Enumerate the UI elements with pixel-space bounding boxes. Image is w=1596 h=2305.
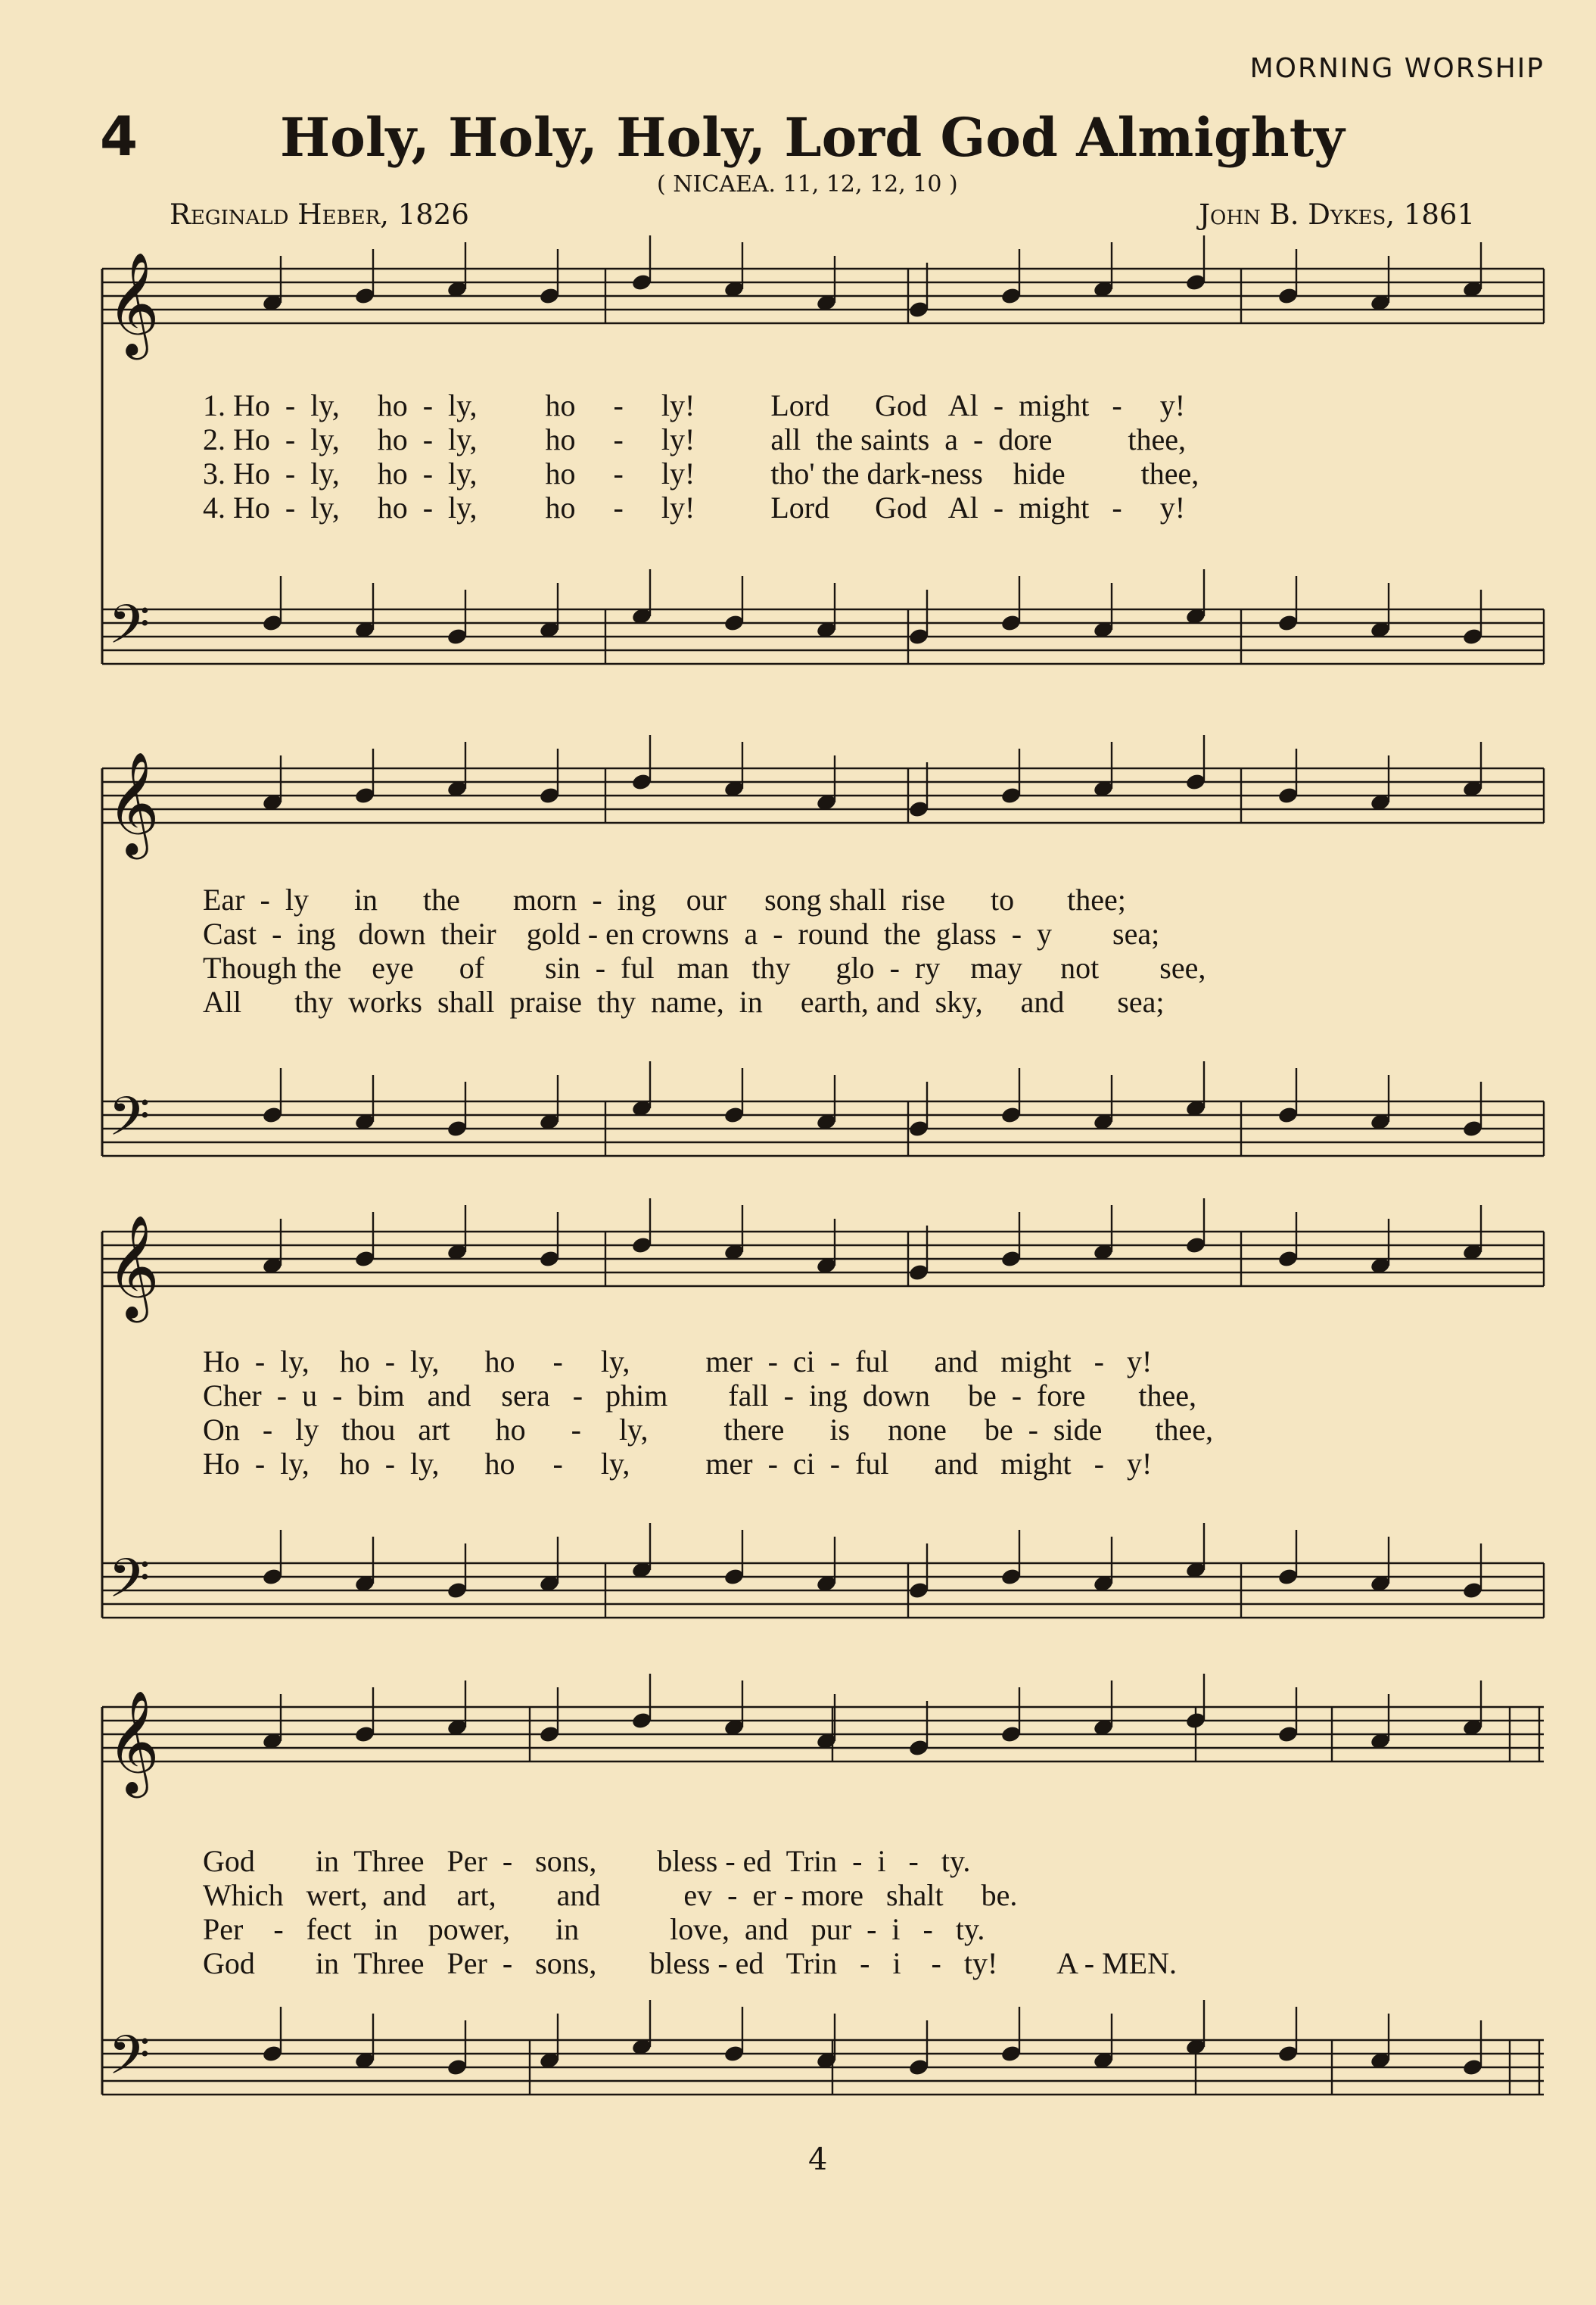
- lyric-line: 2. Ho - ly, ho - ly, ho - ly! all the saints a - dore thee,: [203, 422, 1187, 456]
- composer-credit: John B. Dykes, 1861: [1199, 198, 1475, 231]
- lyric-line: God in Three Per - sons, bless - ed Trin - i - ty! A - MEN.: [203, 1946, 1177, 1980]
- section-header: MORNING WORSHIP: [1249, 53, 1545, 84]
- lyric-line: God in Three Per - sons, bless - ed Trin - i - ty.: [203, 1844, 971, 1878]
- lyric-line: Cast - ing down their gold - en crowns a - round the glass - y sea;: [203, 917, 1160, 951]
- lyric-line: Which wert, and art, and ev - er - more shalt be.: [203, 1878, 1018, 1912]
- hymn-title: Holy, Holy, Holy, Lord God Almighty: [280, 106, 1345, 169]
- lyric-line: Ear - ly in the morn - ing our song shall rise to thee;: [203, 883, 1126, 917]
- treble-clef: 𝄞: [107, 1213, 160, 1318]
- lyricist-credit: Reginald Heber, 1826: [170, 198, 469, 231]
- treble-clef: 𝄞: [107, 1689, 160, 1793]
- lyric-line: All thy works shall praise thy name, in earth, and sky, and sea;: [203, 985, 1165, 1019]
- bass-clef: 𝄢: [108, 2024, 151, 2100]
- lyric-line: 3. Ho - ly, ho - ly, ho - ly! tho' the dark-ness hide thee,: [203, 456, 1199, 491]
- lyric-line: Ho - ly, ho - ly, ho - ly, mer - ci - ful and might - y!: [203, 1344, 1153, 1378]
- treble-clef: 𝄞: [107, 251, 160, 355]
- lyric-line: Though the eye of sin - ful man thy glo - ry may not see,: [203, 951, 1206, 985]
- hymn-number: 4: [100, 104, 138, 168]
- tune-name: ( NICAEA. 11, 12, 12, 10 ): [657, 171, 958, 198]
- lyric-line: Ho - ly, ho - ly, ho - ly, mer - ci - ful and might - y!: [203, 1447, 1153, 1481]
- lyric-line: 4. Ho - ly, ho - ly, ho - ly! Lord God Al - might - y!: [203, 491, 1186, 525]
- page-number: 4: [808, 2142, 828, 2177]
- lyric-line: Cher - u - bim and sera - phim fall - ing down be - fore thee,: [203, 1378, 1197, 1413]
- bass-clef: 𝄢: [108, 593, 151, 669]
- lyric-line: On - ly thou art ho - ly, there is none be - side thee,: [203, 1413, 1213, 1447]
- lyric-line: 1. Ho - ly, ho - ly, ho - ly! Lord God Al - might - y!: [203, 388, 1186, 422]
- lyric-line: Per - fect in power, in love, and pur - i - ty.: [203, 1912, 985, 1946]
- bass-clef: 𝄢: [108, 1547, 151, 1623]
- bass-clef: 𝄢: [108, 1086, 151, 1161]
- treble-clef: 𝄞: [107, 750, 160, 855]
